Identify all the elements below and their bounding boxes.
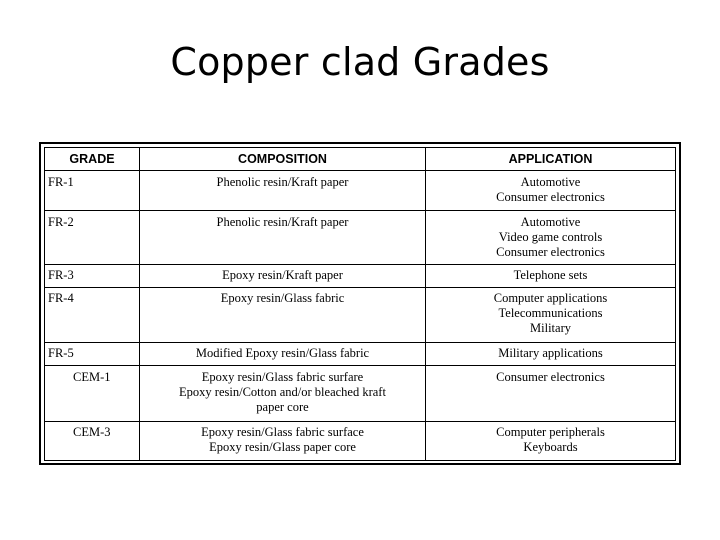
header-grade: GRADE [45,148,140,171]
table-header-row [45,148,676,171]
composition-line: Phenolic resin/Kraft paper [216,175,349,189]
table-row [45,343,676,366]
composition-line: Epoxy resin/Glass paper core [209,440,356,454]
grade-cell: FR-4 [45,288,140,343]
grades-table-frame [39,142,681,465]
composition-line: Modified Epoxy resin/Glass fabric [195,346,370,360]
application-line: Telephone sets [513,268,588,282]
application-cell [426,288,676,343]
table-row [45,366,676,422]
grade-cell: FR-1 [45,171,140,211]
table-row [45,422,676,461]
composition-cell [140,288,426,343]
application-cell [426,211,676,265]
composition-cell [140,343,426,366]
composition-line: Epoxy resin/Glass fabric [220,291,345,305]
slide-title: Copper clad Grades [170,40,550,84]
application-line: Consumer electronics [496,370,605,384]
table-row [45,288,676,343]
grade-cell: FR-5 [45,343,140,366]
table-row [45,265,676,288]
composition-cell [140,265,426,288]
application-line: Video game controls [498,230,603,244]
composition-line: Epoxy resin/Cotton and/or bleached kraft [179,385,386,399]
table-row [45,211,676,265]
application-cell [426,171,676,211]
composition-cell [140,211,426,265]
grade-cell: FR-2 [45,211,140,265]
application-line: Consumer electronics [496,245,605,259]
application-line: Military applications [498,346,603,360]
grade-cell: CEM-3 [45,422,140,461]
header-composition: COMPOSITION [140,148,426,171]
application-cell [426,422,676,461]
application-line: Automotive [520,175,581,189]
copper-clad-grades-table [44,147,676,461]
table-row [45,171,676,211]
application-cell [426,265,676,288]
composition-cell [140,366,426,422]
application-line: Consumer electronics [496,190,605,204]
application-cell [426,343,676,366]
composition-cell [140,422,426,461]
application-line: Keyboards [523,440,578,454]
composition-line: Epoxy resin/Glass fabric surface [201,425,364,439]
grade-cell: FR-3 [45,265,140,288]
composition-line: Phenolic resin/Kraft paper [216,215,349,229]
composition-cell [140,171,426,211]
application-line: Telecommunications [498,306,603,320]
grade-cell: CEM-1 [45,366,140,422]
composition-line: Epoxy resin/Kraft paper [222,268,343,282]
application-line: Computer peripherals [496,425,605,439]
application-cell [426,366,676,422]
header-application: APPLICATION [426,148,676,171]
application-line: Computer applications [493,291,608,305]
composition-line: paper core [256,400,309,414]
application-line: Automotive [520,215,581,229]
application-line: Military [530,321,571,335]
composition-line: Epoxy resin/Glass fabric surfare [201,370,364,384]
